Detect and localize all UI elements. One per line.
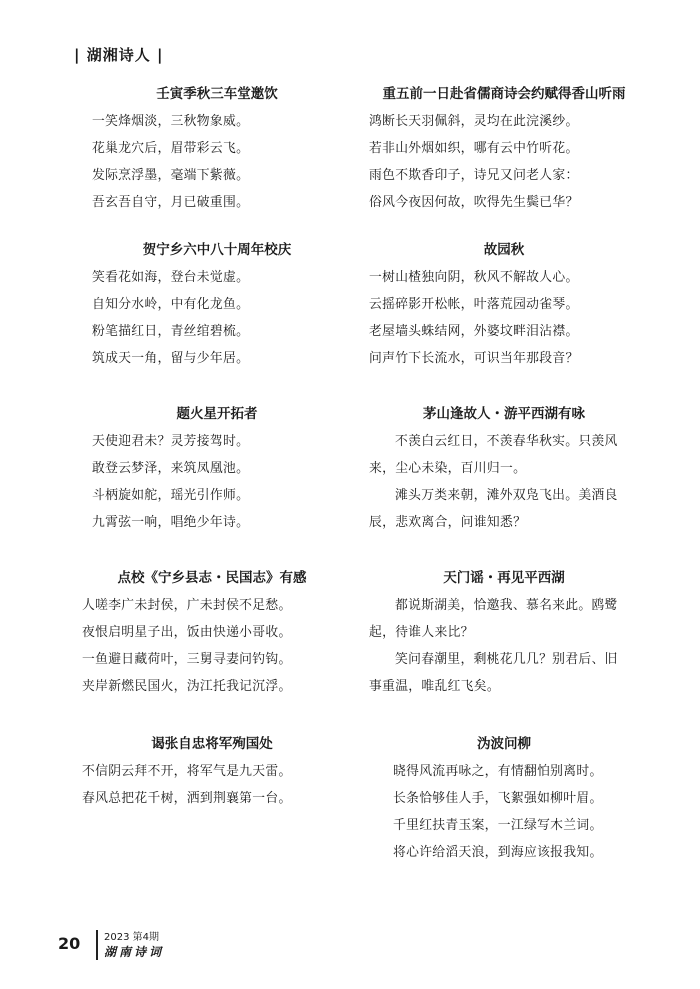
section-title: 湖湘诗人 [86, 46, 151, 64]
header-bar-left: | [74, 46, 81, 64]
poem [369, 240, 639, 404]
prose-line: 来，尘心未染，百川归一。 [369, 461, 527, 476]
poem-line: 发际烹浮墨，毫端下紫薇。 [92, 168, 250, 183]
poem [369, 734, 639, 866]
poem-title: 题火星开拓者 [176, 406, 258, 422]
poem [92, 404, 342, 568]
poem-line: 斗柄旋如舵，瑶光引作师。 [92, 488, 250, 503]
poem-line: 天使迎君未？灵芳接驾时。 [92, 434, 250, 449]
section-header [74, 44, 163, 65]
poem-line: 自知分水岭，中有化龙鱼。 [92, 297, 250, 312]
poem-title: 贺宁乡六中八十周年校庆 [142, 242, 292, 258]
issue-label: 2023 第4期 [104, 932, 159, 943]
poem [92, 84, 342, 240]
poem-title: 重五前一日赴省儒商诗会约赋得香山听雨 [382, 86, 626, 102]
poem-line: 晓得风流再咏之，有情翻怕别离时。 [393, 764, 603, 779]
poem-line: 老屋墙头蛛结网，外婆坟畔泪沾襟。 [369, 324, 579, 339]
poem-line: 不信阴云拜不开，将军气是九天雷。 [82, 764, 292, 779]
poem-title: 茅山逢故人・游平西湖有咏 [423, 406, 585, 422]
poem-line: 敢登云梦泽，来筑凤凰池。 [92, 461, 250, 476]
poem-line: 云摇碎影开松帐，叶落荒园动雀琴。 [369, 297, 579, 312]
prose-line: 滩头万类来朝，滩外双凫飞出。美酒良 [395, 488, 618, 503]
poem-title: 点校《宁乡县志・民国志》有感 [117, 570, 307, 586]
poem-line: 问声竹下长流水，可识当年那段音？ [369, 351, 579, 366]
poem [82, 568, 342, 734]
prose-line: 笑问春潮里，剩桃花几几？别君后、旧 [395, 652, 618, 667]
page-number: 20 [58, 934, 81, 953]
prose-line: 辰，悲欢离合，问谁知悉？ [369, 515, 527, 530]
prose-line: 事重温，唯乱红飞矣。 [369, 679, 500, 694]
poem [92, 240, 342, 404]
poem-line: 长条恰够佳人手，飞絮强如柳叶眉。 [393, 791, 603, 806]
poem-line: 笑看花如海，登台未觉虚。 [92, 270, 250, 285]
poem-line: 人嗟李广未封侯，广未封侯不足愁。 [82, 598, 292, 613]
header-bar-right: | [156, 46, 164, 64]
poem-title: 天门谣・再见平西湖 [443, 570, 565, 586]
poem [82, 734, 342, 812]
right-column [369, 84, 639, 866]
poem-title: 故园秋 [483, 242, 525, 258]
poem-line: 俗风今夜因何故，吹得先生鬓已华？ [369, 195, 579, 210]
journal-name: 湖南诗词 [104, 945, 165, 959]
footer-divider [96, 930, 98, 960]
poem-line: 鸿断长天羽佩斜，灵均在此浣溪纱。 [369, 114, 579, 129]
poem-line: 若非山外烟如织，哪有云中竹听花。 [369, 141, 579, 156]
poem-line: 一树山楂独向阴，秋风不解故人心。 [369, 270, 579, 285]
poem [369, 404, 639, 568]
poem-line: 粉笔描红日，青丝绾碧梳。 [92, 324, 250, 339]
poem [369, 84, 639, 240]
poem-line: 春风总把花千树，洒到荆襄第一台。 [82, 791, 292, 806]
poem-line: 雨色不欺香印子，诗兄又问老人家： [369, 168, 579, 183]
poem-line: 夜恨启明星子出，饭由快递小哥收。 [82, 625, 292, 640]
poem-line: 千里红扶青玉案，一江绿写木兰词。 [393, 818, 603, 833]
poem-title: 谒张自忠将军殉国处 [151, 736, 273, 752]
poem-line: 九霄弦一响，唱绝少年诗。 [92, 515, 250, 530]
left-column [82, 84, 342, 812]
poem-line: 将心许给滔天浪，到海应该报我知。 [393, 845, 603, 860]
prose-line: 不羡白云红日，不羡春华秋实。只羡风 [395, 434, 618, 449]
poem-title: 沩波问柳 [477, 736, 531, 752]
prose-line: 起，待谁人来比？ [369, 625, 474, 640]
poem-line: 吾玄吾自守，月已破重围。 [92, 195, 250, 210]
poem-line: 一鱼避日藏荷叶，三舅寻妻问钓钩。 [82, 652, 292, 667]
poem-line: 筑成天一角，留与少年居。 [92, 351, 250, 366]
prose-line: 都说斯湖美，恰邀我、慕名来此。鸥鹭 [395, 598, 618, 613]
poem-title: 壬寅季秋三车堂邀饮 [156, 86, 278, 102]
poem-line: 一笑烽烟淡，三秋物象威。 [92, 114, 250, 129]
poem-line: 夹岸新燃民国火，沩江托我记沉浮。 [82, 679, 292, 694]
poem-line: 花巢龙穴后，眉带彩云飞。 [92, 141, 250, 156]
poem [369, 568, 639, 734]
